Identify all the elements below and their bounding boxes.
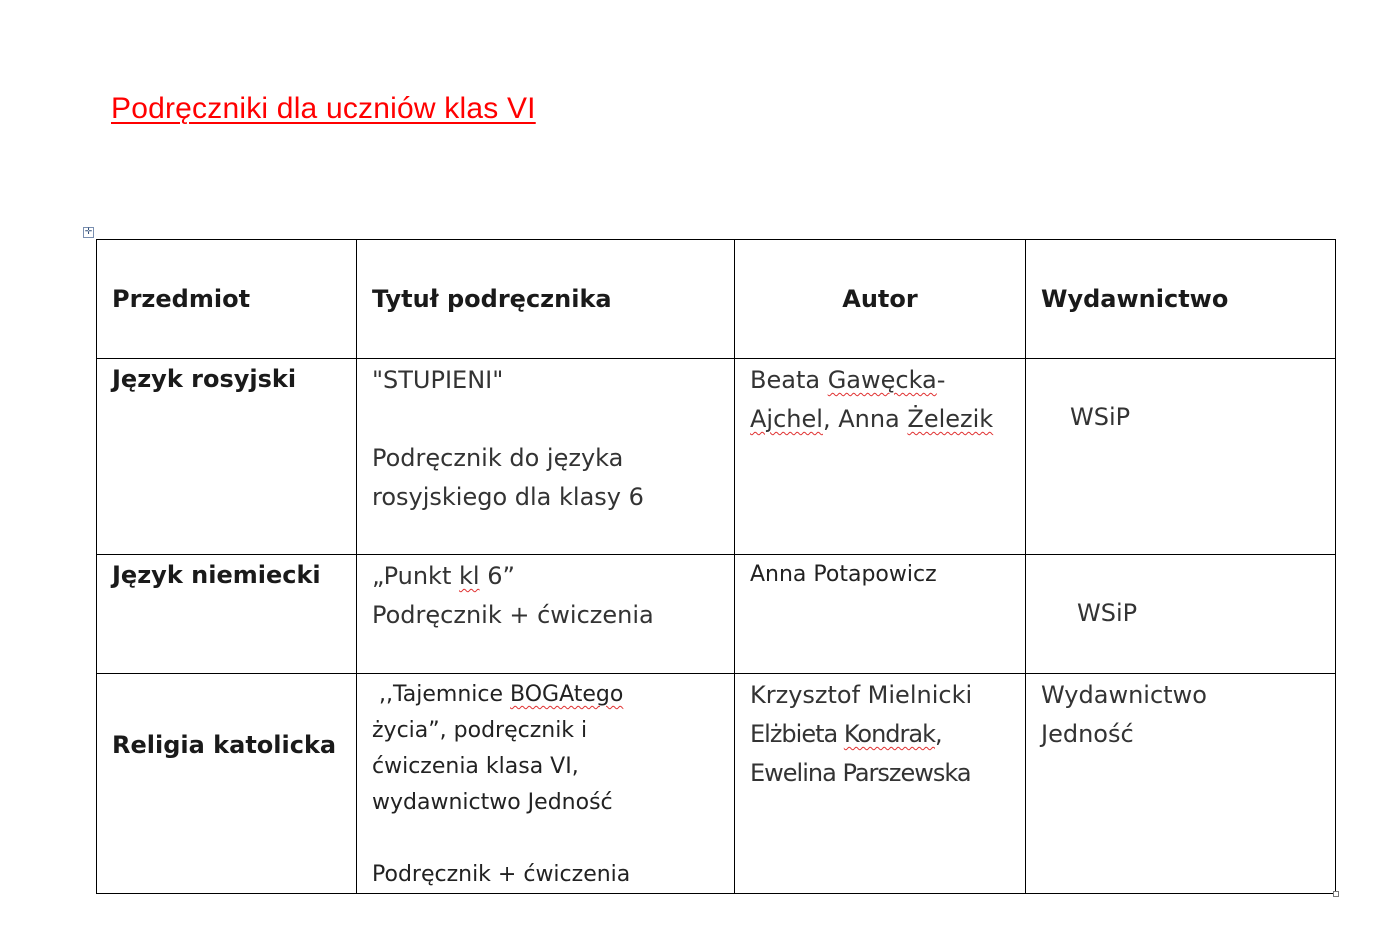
title-line: wydawnictwo Jedność (372, 790, 613, 815)
textbooks-table (96, 239, 1336, 894)
author-line: Anna Potapowicz (750, 562, 937, 587)
author-cell[interactable] (735, 359, 1026, 555)
spell-error-word: kl (459, 562, 480, 590)
author-cell[interactable] (735, 555, 1026, 674)
header-title[interactable]: Tytuł podręcznika (357, 240, 735, 359)
document-title: Podręczniki dla uczniów klas VI (111, 92, 536, 125)
table-row (97, 359, 1336, 555)
author-cell[interactable] (735, 674, 1026, 894)
title-line: Podręcznik do języka (372, 444, 624, 472)
publisher-line: Jedność (1041, 720, 1134, 748)
spellchecked-text: Ajchel, Anna Żelezik (750, 405, 994, 433)
title-line: życia”, podręcznik i (372, 718, 588, 743)
title-line: Podręcznik + ćwiczenia (372, 601, 654, 629)
title-line: Podręcznik + ćwiczenia (372, 862, 631, 887)
spellchecked-text: Beata Gawęcka- (750, 366, 946, 394)
title-line: rosyjskiego dla klasy 6 (372, 483, 644, 511)
table-row (97, 674, 1336, 894)
author-line (750, 361, 1025, 400)
publisher-text: WSiP (1070, 403, 1131, 431)
author-line (750, 715, 1025, 754)
publisher-line: Wydawnictwo (1041, 681, 1207, 709)
spellchecked-text: „Punkt kl 6” (372, 562, 515, 590)
title-line (372, 557, 734, 596)
spellchecked-text: Elżbieta Kondrak, (750, 720, 942, 748)
spell-error-word: Kondrak (843, 720, 935, 748)
publisher-cell[interactable] (1026, 555, 1336, 674)
spellchecked-text: ,,Tajemnice BOGAtego (372, 682, 624, 707)
subject-cell[interactable] (97, 359, 357, 555)
header-author[interactable]: Autor (735, 240, 1026, 359)
author-line: Ewelina Parszewska (750, 759, 971, 787)
title-line (372, 677, 734, 713)
table-move-handle-icon[interactable]: ✛ (84, 227, 93, 237)
title-cell[interactable] (357, 555, 735, 674)
spell-error-word: BOGAtego (510, 682, 624, 707)
subject-text: Religia katolicka (112, 730, 337, 759)
spell-error-word: Ajchel (750, 405, 823, 433)
title-line: ćwiczenia klasa VI, (372, 754, 579, 779)
publisher-text: WSiP (1077, 599, 1138, 627)
table-header-row (97, 240, 1336, 359)
subject-cell[interactable] (97, 674, 357, 894)
title-cell[interactable] (357, 674, 735, 894)
header-subject[interactable]: Przedmiot (97, 240, 357, 359)
subject-text: Język rosyjski (112, 365, 297, 393)
header-publisher[interactable]: Wydawnictwo (1026, 240, 1336, 359)
author-line: Krzysztof Mielnicki (750, 681, 973, 709)
table-row (97, 555, 1336, 674)
publisher-cell[interactable] (1026, 359, 1336, 555)
table-resize-handle[interactable] (1333, 891, 1339, 897)
publisher-cell[interactable] (1026, 674, 1336, 894)
title-cell[interactable] (357, 359, 735, 555)
spell-error-word: Żelezik (907, 405, 994, 433)
subject-text: Język niemiecki (112, 561, 321, 589)
author-line (750, 400, 1025, 439)
spell-error-word: Gawęcka (827, 366, 937, 394)
subject-cell[interactable] (97, 555, 357, 674)
title-line: "STUPIENI" (372, 366, 504, 394)
